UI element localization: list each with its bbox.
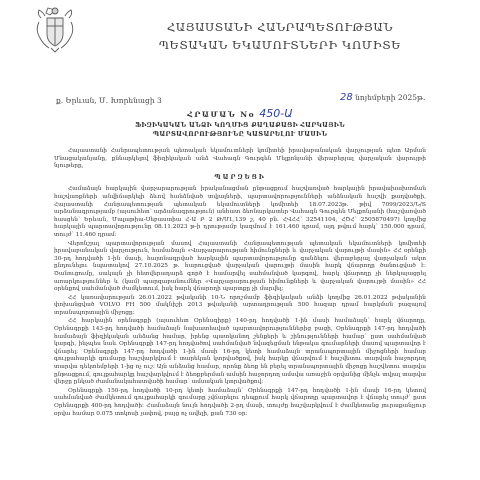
- decision-heading: ՊԱՐԶԵՑԻ: [214, 173, 266, 181]
- org-line-2: ՊԵՏԱԿԱՆ ԵԿԱՄՈՒՏՆԵՐԻ ԿՈՄԻՏԵ: [158, 38, 402, 52]
- org-line-1: ՀԱՅԱՍՏԱՆԻ ՀԱՆՐԱՊԵՏՈՒԹՅԱՆ: [166, 20, 394, 34]
- order-number-line: [0, 107, 480, 120]
- order-number: 450-Ա: [259, 107, 293, 120]
- subject-line-2: ՊԱՐՏԱՎՈՐՈՒԹՅՈՒՆԸ ԿԱՏԱՐԵԼՈՒ ՄԱՍԻՆ: [152, 131, 328, 138]
- organization-name: [130, 18, 430, 54]
- order-label: ՀՐԱՄԱՆ No: [187, 110, 256, 119]
- body-paragraph: Վերոնշյալ պարտավորության մասով Հայաստանի Հանրապետության պետական եկամուտների կոմիտեի իրավաբանական վարչություն, համաձայն «Վարչարարության հիմունքների և վարչական վարույթի մասին» ՀՀ օրենքի 30-րդ հոդվածի 1-ին մասի, հայտնագրված հարկային պարտավորությունը գանձելու վերաբերյալ վարչական ակտ ընդունելու նպատակով 27.10.2025 թ. հարուցված վարչական վարույթի մասին հարկ վճարողը ծանուցված է: Ծանուցումը, սակայն չի հետվերադարձ գործ է համարվել սահմանված կարգով, հարկ վճարողը չի ներկայացրել առարկություններ և (կամ) պարզաբանումներ «Վարչարարության հիմունքների և վարչական վարույթի մասին» ՀՀ օրենքով սահմանված ժամկետում, իսկ հարկ վճարողի պարտքը չի մարվել:: [54, 240, 426, 293]
- issue-place: ք. Երևան, Մ. Խորենացի 3: [56, 96, 162, 105]
- order-subject: [80, 121, 400, 139]
- issue-date: [340, 92, 425, 103]
- body-paragraph: Օրենսգրքի 150-րդ հոդվածի 10-րդ կետի համաձայն՝ Օրենսգրքի 147-րդ հոդվածի 1-ին մասի 16-րդ կետով սահմանված ժամկետում գույքահարկի գումարը չվճարելու դեպքում հարկ վճարողը պարտավոր է վճարել տույժ՝ ըստ Օրենսգրքի 400-րդ հոդվածի: Համաձայն նույն հոդվածի 2-րդ մասի, տույժը հաշվարկվում է ժամկետանց յուրաքանչյուր օրվա համար 0.075 տոկոսի չափով, բայց ոչ ավելի, քան 730 օր:: [54, 387, 426, 417]
- date-month-year: նոյեմբերի 2025թ.: [355, 93, 426, 102]
- coat-of-arms-icon: [33, 4, 77, 54]
- subject-line-1: ՖԻԶԻԿԱԿԱՆ ԱՆՁԻ ԿՈՂՄԻՑ ՔԱՂԱՔԱՑԻ ՀԱՐԿԱՅԻՆ: [135, 122, 345, 129]
- body-paragraph: ՀՀ հարկային օրենսգրքի (այսուհետ Օրենսգիրք) 140-րդ հոդվածի 1-ին մասի համաձայն՝ հարկ վճարողը, Օրենսգրքի 143-րդ հոդվածի համաձայն նախատեսված պարտավորություններից բացի, Օրենսգրքի 147-րդ հոդվածի համաձայն ֆիզիկական անձանց համար, իրենց պատկանող շենքերի և շինությունների համար՝ ըստ սահմանված կարգի, ինչպես նաև Օրենսգրքի 147-րդ հոդվածով սահմանված նվազեցման ենթակա գումարների մասով պարտավոր է վճարել: Օրենսգրքի 147-րդ հոդվածի 1-ին մասի 16-րդ կետի համաձայն տրանսպորտային միջոցների համար գույքահարկի գումարը հաշվարկվում է տարեկան կտրվածքով, իսկ հարկը վճարվում է հաշվետու տարվան հաջորդող տարվա դեկտեմբերի 1-ից ոչ ուշ: Այն անձանց համար, որոնք ձեռք են բերել տրանսպորտային միջոցը հաշվետու տարվա ընթացքում, գույքահարկը հաշվարկվում է ձեռքբերման ամսին հաջորդող ամսվա առաջին օրվանից մինչև տվյալ տարվա վերջը ընկած ժամանակահատվածի համար՝ ամսական կտրվածքով:: [54, 318, 426, 386]
- intro-paragraph: Հայաստանի Հանրապետության պետական եկամուտների կոմիտեի իրավաբանական վարչության պետ Արման Մնացականյանը, քննարկելով ֆիզիկական անձ Վահագն Գուրգեն Մելքոնյանի վերաբերյալ վարչական վարույթի նյութերը,: [54, 148, 426, 170]
- order-body: [54, 148, 426, 419]
- body-paragraph: ՀՀ կառավարության 26.01.2022 թվականի 10-Ն որոշմամբ ֆիզիկական անձի կողմից 26.01.2022 թվականին փոխանցված VOLVO FH 500 մակնիշի 2013 թվականի արտադրության 500 հազար դրամ հարկման բազայով տրանսպորտային միջոցը:: [54, 294, 426, 316]
- body-paragraph: Համաձայն հարկային վարչարարության իրականացման ընթացքում հաշվառված հարկային իրավախախտման հաշվառքների անվիճարկելի ձևով հանձնված տվյալների, պարտավորությունների անձնական հաշվի քաղվածքի, Հայաստանի Հանրապետության պետական եկամուտների կոմիտեի 18.07.2023թ. թիվ 7099/2023/Ն/Տ արձանագրությամբ (այսուհետ՝ արձանագրություն) անհատ ձեռնարկատեր Վահագն Գուրգեն Մելքոնյանի (հաշվառված հասցեն՝ Երևան, Մալաթիա-Սեբաստիա Հ-Ա Բ 2 Թ/ՄԼ,139 շ, 40 բն. ՀՎՀՀ՝ 32541104, ՀԾՀ՝ 2505870497) կողմից հարկային պարտավորությունը 08.11.2023 թ-ի դրությամբ կազմում է 161.460 դրամ, այդ թվում հարկ՝ 150.000 դրամ, տույժ՝ 11.460 դրամ:: [54, 186, 426, 238]
- handwritten-day: 28: [340, 92, 353, 103]
